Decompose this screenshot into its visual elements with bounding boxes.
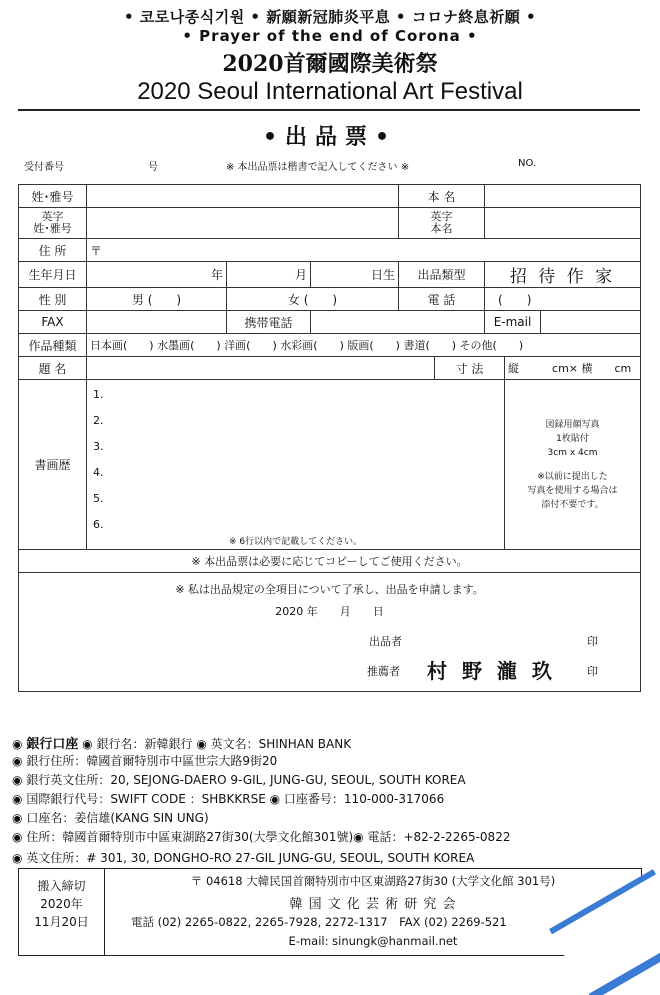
holder-tel: 電話：+82-2-2265-0822 bbox=[367, 830, 511, 844]
festival-title-english: 2020 Seoul International Art Festival bbox=[137, 78, 523, 105]
sex-label: 性 別 bbox=[19, 288, 87, 311]
name-label: 姓･雅号 bbox=[19, 185, 87, 208]
bullet-icon: ◉ bbox=[12, 792, 23, 806]
deadline-date: 11月20日 bbox=[34, 915, 89, 929]
category-shodo[interactable]: 書道( ) bbox=[403, 339, 457, 352]
birth-year-field[interactable]: 年 bbox=[87, 262, 227, 288]
number-label: NO. bbox=[518, 158, 537, 169]
email-field[interactable] bbox=[541, 311, 641, 334]
email-label: E-mail bbox=[485, 311, 541, 334]
slogan-english: • Prayer of the end of Corona • bbox=[182, 27, 478, 45]
category-yoga[interactable]: 洋画( ) bbox=[224, 339, 277, 352]
birth-label: 生年月日 bbox=[19, 262, 87, 288]
header-divider bbox=[18, 109, 640, 111]
phone-label: 電 話 bbox=[399, 288, 485, 311]
category-other[interactable]: その他( ) bbox=[459, 339, 524, 352]
english-name-field[interactable] bbox=[87, 208, 399, 239]
address-field[interactable] bbox=[87, 239, 641, 262]
phone-field[interactable]: ( ) bbox=[485, 288, 641, 311]
account-number: 口座番号：110-000-317066 bbox=[283, 792, 445, 806]
size-label: 寸 法 bbox=[435, 357, 505, 380]
footer-org: 韓 国 文 化 芸 術 研 究 会 bbox=[289, 897, 457, 912]
birth-day-field[interactable]: 日生 bbox=[311, 262, 399, 288]
entry-form-table bbox=[18, 184, 641, 692]
footer-box bbox=[18, 868, 642, 956]
entry-type-value: 招 待 作 家 bbox=[485, 262, 641, 288]
english-name-label: 英字 姓･雅号 bbox=[19, 208, 87, 239]
bullet-icon: ◉ bbox=[12, 811, 23, 825]
entrant-seal: 印 bbox=[587, 635, 598, 648]
entry-type-label: 出品類型 bbox=[399, 262, 485, 288]
title-field[interactable] bbox=[87, 357, 435, 380]
application-date: 2020 年 月 日 bbox=[275, 605, 384, 618]
history-label: 書画歴 bbox=[19, 380, 87, 550]
bank-swift-row: ◉ 国際銀行代号：SWIFT CODE ：SHBKKRSE ◉ 口座番号：110-000-317066 bbox=[12, 792, 445, 806]
application-section bbox=[19, 573, 641, 692]
bullet-icon: ◉ bbox=[196, 737, 207, 751]
form-title: •出品票• bbox=[262, 125, 398, 150]
entrant-label: 出品者 bbox=[369, 635, 402, 648]
bullet-icon: ◉ bbox=[269, 792, 281, 806]
english-real-name-label: 英字 本名 bbox=[399, 208, 485, 239]
male-checkbox[interactable]: 男 ( ) bbox=[87, 288, 227, 311]
fax-field[interactable] bbox=[87, 311, 227, 334]
bank-heading-row bbox=[12, 733, 351, 752]
bank-address-row: ◉ 銀行住所：韓國首爾特別市中區世宗大路9街20 bbox=[12, 754, 278, 768]
bullet-icon: ◉ bbox=[12, 830, 23, 844]
category-suibokuga[interactable]: 水墨画( ) bbox=[157, 339, 221, 352]
copy-note: ※ 本出品票は必要に応じてコピーしてご使用ください。 bbox=[19, 550, 641, 573]
deadline-box bbox=[19, 869, 105, 955]
bank-heading: 銀行口座 bbox=[26, 737, 79, 752]
history-line-2: 2. bbox=[93, 414, 104, 427]
footer-email[interactable]: E-mail: sinungk@hanmail.net bbox=[288, 934, 458, 948]
receipt-suffix: 号 bbox=[148, 162, 158, 173]
recommender-label: 推薦者 bbox=[367, 665, 400, 678]
festival-title-cjk: 2020首爾國際美術祭 bbox=[222, 51, 438, 77]
category-options bbox=[87, 334, 641, 357]
female-checkbox[interactable]: 女 ( ) bbox=[227, 288, 399, 311]
bullet-icon: ◉ bbox=[353, 830, 364, 844]
history-note: ※ 6行以内で記載してください。 bbox=[228, 537, 363, 547]
address-label: 住 所 bbox=[19, 239, 87, 262]
history-line-4: 4. bbox=[93, 466, 104, 479]
category-nihonga[interactable]: 日本画( ) bbox=[90, 339, 154, 352]
bullet-icon: ◉ bbox=[82, 737, 93, 751]
mobile-field[interactable] bbox=[311, 311, 485, 334]
bank-english-name: 英文名：SHINHAN BANK bbox=[210, 737, 352, 751]
footer-contact: 電話 (02) 2265-0822, 2265-7928, 2272-1317 FAX (02) 2269-521 bbox=[131, 915, 507, 929]
footer-address: 〒 04618 大韓民国首爾特別市中区東湖路27街30 (大学文化館 301号) bbox=[190, 874, 556, 888]
instruction-note: ※ 本出品票は楷書で記入してください ※ bbox=[226, 162, 410, 173]
history-line-5: 5. bbox=[93, 492, 104, 505]
bullet-icon: ◉ bbox=[12, 737, 23, 751]
bank-name: 銀行名：新韓銀行 bbox=[96, 737, 193, 751]
history-line-1: 1. bbox=[93, 388, 104, 401]
birth-month-field[interactable]: 月 bbox=[227, 262, 311, 288]
history-line-6: 6. bbox=[93, 518, 104, 531]
holder-address-row: ◉ 住所：韓國首爾特別市中區東湖路27街30(大學文化館301號)◉ 電話：+82-2-2265-0822 bbox=[12, 830, 511, 844]
holder-address-english-row: ◉ 英文住所：# 301, 30, DONGHO-RO 27-GIL JUNG-GU, SEOUL, SOUTH KOREA bbox=[12, 851, 475, 865]
mobile-label: 携帯電話 bbox=[227, 311, 311, 334]
deadline-label: 搬入締切 bbox=[37, 879, 86, 893]
agreement-text: ※ 私は出品規定の全項目について了承し、出品を申請します。 bbox=[175, 583, 484, 596]
english-real-name-field[interactable] bbox=[485, 208, 641, 239]
history-lines bbox=[93, 382, 498, 538]
bullet-icon: ◉ bbox=[12, 754, 23, 768]
fax-label: FAX bbox=[19, 311, 87, 334]
history-line-3: 3. bbox=[93, 440, 104, 453]
deadline-year: 2020年 bbox=[40, 897, 83, 911]
slogan-line: • 코로나종식기원 • 新願新冠肺炎平息 • コロナ終息祈願 • bbox=[123, 8, 537, 26]
history-field[interactable] bbox=[87, 380, 505, 550]
bullet-icon: ◉ bbox=[12, 851, 23, 865]
size-field[interactable]: 縦 cm× 横 cm bbox=[505, 357, 641, 380]
real-name-field[interactable] bbox=[485, 185, 641, 208]
real-name-label: 本 名 bbox=[399, 185, 485, 208]
postal-mark: 〒 bbox=[90, 243, 103, 258]
title-label: 題 名 bbox=[19, 357, 87, 380]
name-field[interactable] bbox=[87, 185, 399, 208]
recommender-name: 村 野 瀧 玖 bbox=[427, 659, 556, 683]
category-label: 作品種類 bbox=[19, 334, 87, 357]
photo-box[interactable]: 図録用顔写真 1枚貼付 3cm x 4cm ※以前に提出した 写真を使用する場合は 添付不要です。 bbox=[505, 380, 641, 550]
bank-address-english-row: ◉ 銀行英文住所：20, SEJONG-DAERO 9-GIL, JUNG-GU, SEOUL, SOUTH KOREA bbox=[12, 773, 466, 787]
receipt-label: 受付番号 bbox=[24, 162, 64, 173]
recommender-seal: 印 bbox=[587, 665, 598, 678]
bullet-icon: ◉ bbox=[12, 773, 23, 787]
account-holder-row: ◉ 口座名：姜信雄(KANG SIN UNG) bbox=[12, 811, 209, 825]
category-suisaiga[interactable]: 水彩画( ) bbox=[280, 339, 344, 352]
category-hanga[interactable]: 版画( ) bbox=[347, 339, 400, 352]
